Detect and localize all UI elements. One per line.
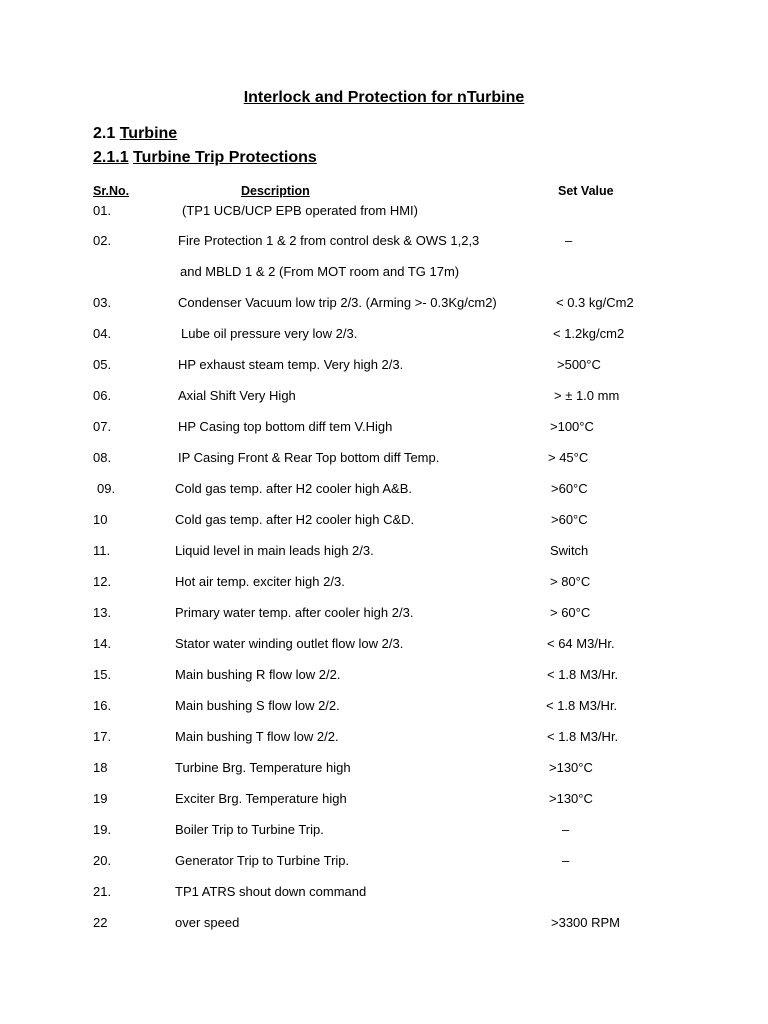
row-number: 13. <box>93 605 112 620</box>
row-number: 08. <box>93 450 112 465</box>
row-number: 14. <box>93 636 112 651</box>
row-set-value: >500°C <box>557 357 601 372</box>
row-description: Lube oil pressure very low 2/3. <box>181 326 358 341</box>
row-description: Axial Shift Very High <box>178 388 296 403</box>
row-number: 09. <box>97 481 116 496</box>
row-description: (TP1 UCB/UCP EPB operated from HMI) <box>182 203 418 218</box>
row-set-value: >100°C <box>550 419 594 434</box>
row-number: 12. <box>93 574 112 589</box>
row-set-value: >130°C <box>549 760 593 775</box>
row-description: and MBLD 1 & 2 (From MOT room and TG 17m) <box>180 264 460 279</box>
column-header-set-value: Set Value <box>558 184 614 198</box>
row-number: 10 <box>93 512 108 527</box>
row-number: 19 <box>93 791 108 806</box>
row-number: 22 <box>93 915 108 930</box>
section-heading <box>93 125 177 143</box>
row-description: Fire Protection 1 & 2 from control desk & OWS 1,2,3 <box>178 233 480 248</box>
row-description: IP Casing Front & Rear Top bottom diff Temp. <box>178 450 440 465</box>
row-number: 20. <box>93 853 112 868</box>
row-number: 03. <box>93 295 112 310</box>
row-set-value: >60°C <box>551 512 588 527</box>
row-number: 19. <box>93 822 112 837</box>
row-set-value: >60°C <box>551 481 588 496</box>
row-set-value: Switch <box>550 543 589 558</box>
row-set-value: < 1.2kg/cm2 <box>553 326 625 341</box>
row-description: Turbine Brg. Temperature high <box>175 760 351 775</box>
row-description: over speed <box>175 915 240 930</box>
row-description: Primary water temp. after cooler high 2/3. <box>175 605 414 620</box>
document-title: Interlock and Protection for nTurbine <box>243 89 525 106</box>
row-set-value: – <box>565 233 573 248</box>
row-description: Generator Trip to Turbine Trip. <box>175 853 350 868</box>
row-number: 16. <box>93 698 112 713</box>
row-number: 17. <box>93 729 112 744</box>
row-description: HP Casing top bottom diff tem V.High <box>178 419 393 434</box>
section-label: Turbine <box>119 125 178 142</box>
row-set-value: – <box>562 853 570 868</box>
row-set-value: >130°C <box>549 791 593 806</box>
row-description: Main bushing R flow low 2/2. <box>175 667 341 682</box>
row-number: 07. <box>93 419 112 434</box>
row-description: Condenser Vacuum low trip 2/3. (Arming >- 0.3Kg/cm2) <box>178 295 497 310</box>
row-description: Cold gas temp. after H2 cooler high C&D. <box>175 512 415 527</box>
row-description: Cold gas temp. after H2 cooler high A&B. <box>175 481 413 496</box>
row-number: 05. <box>93 357 112 372</box>
row-number: 21. <box>93 884 112 899</box>
row-number: 18 <box>93 760 108 775</box>
row-set-value: >3300 RPM <box>551 915 621 930</box>
row-description: Stator water winding outlet flow low 2/3. <box>175 636 404 651</box>
column-header-description: Description <box>241 184 310 198</box>
row-set-value: < 0.3 kg/Cm2 <box>556 295 634 310</box>
row-description: Liquid level in main leads high 2/3. <box>175 543 374 558</box>
row-description: TP1 ATRS shout down command <box>175 884 367 899</box>
row-set-value: > 80°C <box>550 574 591 589</box>
row-set-value: > 60°C <box>550 605 591 620</box>
row-set-value: < 1.8 M3/Hr. <box>547 667 619 682</box>
row-set-value: < 64 M3/Hr. <box>547 636 615 651</box>
subsection-heading <box>93 149 317 167</box>
row-number: 04. <box>93 326 112 341</box>
row-number: 01. <box>93 203 112 218</box>
row-set-value: < 1.8 M3/Hr. <box>546 698 618 713</box>
column-header-srno: Sr.No. <box>93 184 130 198</box>
row-set-value: – <box>562 822 570 837</box>
row-number: 06. <box>93 388 112 403</box>
section-number: 2.1 <box>93 125 116 142</box>
row-description: Main bushing T flow low 2/2. <box>175 729 339 744</box>
row-number: 11. <box>93 543 111 558</box>
row-description: Main bushing S flow low 2/2. <box>175 698 340 713</box>
row-number: 02. <box>93 233 112 248</box>
row-description: HP exhaust steam temp. Very high 2/3. <box>178 357 404 372</box>
row-description: Boiler Trip to Turbine Trip. <box>175 822 324 837</box>
row-number: 15. <box>93 667 112 682</box>
row-set-value: < 1.8 M3/Hr. <box>547 729 619 744</box>
subsection-label: Turbine Trip Protections <box>133 149 317 166</box>
row-set-value: > ± 1.0 mm <box>554 388 620 403</box>
row-set-value: > 45°C <box>548 450 589 465</box>
subsection-number: 2.1.1 <box>93 149 129 166</box>
row-description: Hot air temp. exciter high 2/3. <box>175 574 345 589</box>
row-description: Exciter Brg. Temperature high <box>175 791 347 806</box>
